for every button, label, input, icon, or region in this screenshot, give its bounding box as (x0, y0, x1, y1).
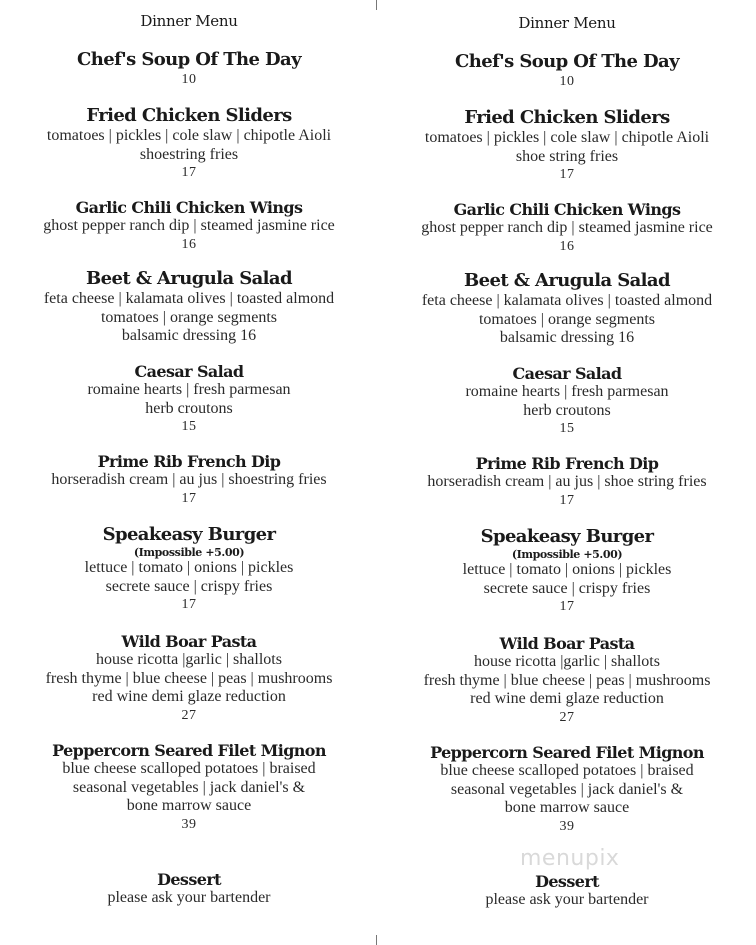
item-name: Fried Chicken Sliders (464, 107, 670, 128)
item-name: Dessert (535, 872, 599, 891)
menu-item-wings (378, 200, 756, 256)
item-description-line: red wine demi glaze reduction (92, 688, 286, 705)
menu-item-wild-boar-pasta (378, 634, 756, 727)
item-price: 10 (181, 72, 197, 87)
item-price: 39 (559, 818, 575, 834)
item-description-line: tomatoes | pickles | cole slaw | chipotle Aioli (46, 127, 332, 144)
watermark-logo: menupix (520, 846, 620, 871)
item-price: 16 (559, 238, 575, 254)
item-description-line: balsamic dressing 16 (121, 327, 257, 344)
item-name: Chef's Soup Of The Day (455, 51, 679, 72)
item-description-line: romaine hearts | fresh parmesan (465, 383, 669, 400)
item-description-line: ghost pepper ranch dip | steamed jasmine rice (421, 219, 713, 236)
item-description-line: herb croutons (523, 401, 611, 419)
item-description-line: blue cheese scalloped potatoes | braised (440, 762, 694, 779)
item-description-line: please ask your bartender (485, 891, 649, 908)
menu-item-burger (0, 524, 378, 614)
item-description-line: secrete sauce | crispy fries (105, 577, 273, 595)
menu-item-french-dip (378, 454, 756, 510)
menu-header: Dinner Menu (518, 14, 616, 32)
menu-item-soup (0, 49, 378, 89)
item-description-line: tomatoes | orange segments (478, 310, 656, 328)
menu-item-beet-salad (378, 270, 756, 348)
menu-page-right (378, 0, 756, 945)
item-description-line: seasonal vegetables | jack daniel's & (72, 778, 306, 796)
menu-item-burger (378, 526, 756, 616)
item-price: 17 (181, 165, 197, 180)
item-name: Chef's Soup Of The Day (77, 49, 301, 70)
menu-item-soup (378, 51, 756, 91)
item-price: 17 (559, 599, 575, 614)
menu-item-dessert (378, 872, 756, 910)
menu-item-dessert (0, 870, 378, 908)
item-name: Peppercorn Seared Filet Mignon (430, 743, 704, 762)
item-description-line: shoestring fries (139, 145, 239, 163)
item-description-line: house ricotta |garlic | shallots (474, 653, 660, 670)
item-name: Prime Rib French Dip (97, 452, 281, 471)
item-description-line: balsamic dressing 16 (499, 329, 635, 346)
menu-item-caesar-salad (0, 362, 378, 436)
item-description-line: feta cheese | kalamata olives | toasted almond (421, 292, 713, 309)
item-price: 15 (181, 419, 197, 434)
item-price: 15 (559, 421, 575, 436)
menu-item-filet-mignon (0, 741, 378, 834)
item-description-line: red wine demi glaze reduction (470, 690, 664, 707)
item-name: Speakeasy Burger (480, 526, 654, 547)
item-name: Caesar Salad (134, 362, 244, 381)
menu-item-wings (0, 198, 378, 254)
item-name: Caesar Salad (512, 364, 622, 383)
item-note: (Impossible +5.00) (511, 548, 623, 561)
item-description-line: please ask your bartender (107, 889, 271, 906)
item-note: (Impossible +5.00) (133, 546, 245, 559)
item-description-line: lettuce | tomato | onions | pickles (84, 559, 294, 576)
item-price: 17 (559, 492, 575, 508)
item-description-line: tomatoes | pickles | cole slaw | chipotle Aioli (424, 129, 710, 146)
item-description-line: bone marrow sauce (504, 799, 630, 816)
item-price: 10 (559, 74, 575, 89)
item-description-line: shoe string fries (515, 147, 619, 165)
item-name: Beet & Arugula Salad (464, 270, 670, 291)
item-description-line: romaine hearts | fresh parmesan (87, 381, 291, 398)
menu-item-caesar-salad (378, 364, 756, 438)
item-name: Garlic Chili Chicken Wings (453, 200, 681, 219)
menu-item-sliders (0, 105, 378, 182)
item-price: 17 (559, 167, 575, 182)
item-description-line: herb croutons (145, 399, 233, 417)
item-description-line: ghost pepper ranch dip | steamed jasmine rice (43, 217, 335, 234)
menu-item-beet-salad (0, 268, 378, 346)
menu-item-filet-mignon (378, 743, 756, 836)
item-description-line: fresh thyme | blue cheese | peas | mushrooms (45, 669, 333, 687)
item-name: Beet & Arugula Salad (86, 268, 292, 289)
item-name: Wild Boar Pasta (121, 632, 257, 651)
item-description-line: lettuce | tomato | onions | pickles (462, 561, 672, 578)
item-name: Dessert (157, 870, 221, 889)
item-description-line: bone marrow sauce (126, 797, 252, 814)
item-price: 16 (181, 236, 197, 252)
item-price: 27 (181, 707, 197, 723)
item-name: Wild Boar Pasta (499, 634, 635, 653)
menu-header: Dinner Menu (140, 12, 238, 30)
item-name: Garlic Chili Chicken Wings (75, 198, 303, 217)
item-description-line: house ricotta |garlic | shallots (96, 651, 282, 668)
item-name: Speakeasy Burger (102, 524, 276, 545)
item-description-line: horseradish cream | au jus | shoe string fries (427, 473, 707, 490)
item-name: Fried Chicken Sliders (86, 105, 292, 126)
item-name: Peppercorn Seared Filet Mignon (52, 741, 326, 760)
item-price: 39 (181, 816, 197, 832)
item-description-line: blue cheese scalloped potatoes | braised (62, 760, 316, 777)
item-price: 17 (181, 490, 197, 506)
item-description-line: tomatoes | orange segments (100, 308, 278, 326)
item-name: Prime Rib French Dip (475, 454, 659, 473)
item-description-line: feta cheese | kalamata olives | toasted almond (43, 290, 335, 307)
menu-item-sliders (378, 107, 756, 184)
menu-item-wild-boar-pasta (0, 632, 378, 725)
menu-item-french-dip (0, 452, 378, 508)
item-price: 27 (559, 709, 575, 725)
item-description-line: horseradish cream | au jus | shoestring fries (51, 471, 327, 488)
item-description-line: fresh thyme | blue cheese | peas | mushrooms (423, 671, 711, 689)
item-price: 17 (181, 597, 197, 612)
item-description-line: secrete sauce | crispy fries (483, 579, 651, 597)
item-description-line: seasonal vegetables | jack daniel's & (450, 780, 684, 798)
